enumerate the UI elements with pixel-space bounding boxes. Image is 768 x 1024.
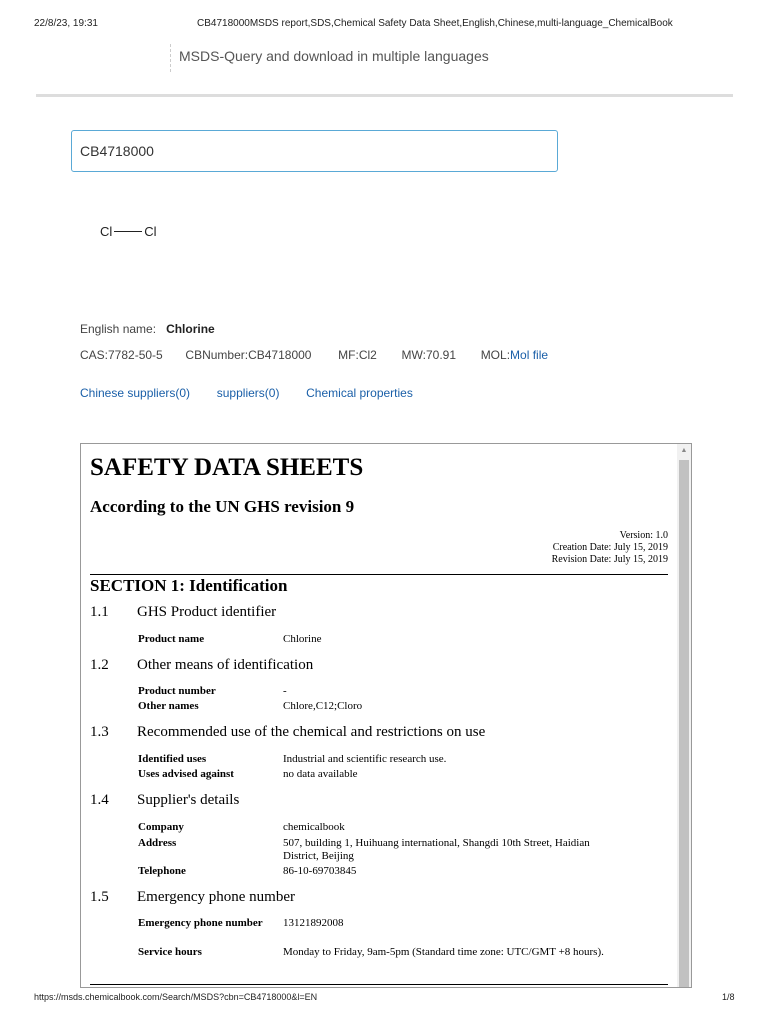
section-divider — [90, 984, 668, 985]
product-number-value: - — [283, 685, 287, 697]
uses-advised-against-label: Uses advised against — [138, 768, 234, 780]
english-name-label: English name: — [80, 322, 157, 336]
identifiers-row — [80, 348, 548, 362]
supplier-links — [80, 386, 413, 400]
sds-document-frame[interactable] — [80, 443, 692, 988]
atom-label: Cl — [100, 224, 113, 239]
header-divider — [36, 94, 733, 97]
scrollbar-thumb[interactable] — [679, 460, 689, 988]
product-number-label: Product number — [138, 685, 216, 697]
atom-label: Cl — [144, 224, 157, 239]
subsection-title: GHS Product identifier — [137, 604, 277, 620]
subsection-number: 1.1 — [90, 604, 109, 620]
subsection-number: 1.2 — [90, 657, 109, 673]
service-hours-value: Monday to Friday, 9am-5pm (Standard time zone: UTC/GMT +8 hours). — [283, 946, 604, 958]
english-name-value: Chlorine — [166, 322, 215, 336]
chemical-properties-link[interactable]: Chemical properties — [306, 386, 413, 400]
suppliers-link[interactable]: suppliers(0) — [216, 386, 280, 400]
chinese-suppliers-link[interactable]: Chinese suppliers(0) — [80, 386, 191, 400]
tagline: MSDS-Query and download in multiple languages — [179, 48, 489, 64]
revision-date: Revision Date: July 15, 2019 — [551, 554, 668, 565]
telephone-label: Telephone — [138, 865, 186, 877]
other-names-value: Chlore,C12;Cloro — [283, 700, 363, 712]
scroll-up-arrow-icon[interactable]: ▲ — [680, 447, 688, 454]
product-name-value: Chlorine — [283, 633, 322, 645]
molecular-weight: MW:70.91 — [401, 348, 456, 362]
section-divider — [90, 574, 668, 575]
telephone-value: 86-10-69703845 — [283, 865, 357, 877]
other-names-label: Other names — [138, 700, 199, 712]
subsection-title: Other means of identification — [137, 657, 314, 673]
print-datetime: 22/8/23, 19:31 — [34, 18, 98, 29]
subsection-number: 1.5 — [90, 889, 109, 905]
identified-uses-value: Industrial and scientific research use. — [283, 753, 447, 765]
company-label: Company — [138, 821, 184, 833]
mol-file-link[interactable]: Mol file — [510, 348, 549, 362]
section-1-title: SECTION 1: Identification — [90, 576, 288, 595]
version: Version: 1.0 — [619, 530, 668, 541]
print-page-title: CB4718000MSDS report,SDS,Chemical Safety Data Sheet,English,Chinese,multi-language_ChemicalBook — [197, 18, 673, 29]
molecular-formula: MF:Cl2 — [338, 348, 377, 362]
emergency-phone-value: 13121892008 — [283, 917, 344, 929]
print-url: https://msds.chemicalbook.com/Search/MSDS?cbn=CB4718000&l=EN — [34, 992, 318, 1002]
service-hours-label: Service hours — [138, 946, 202, 958]
single-bond — [114, 231, 142, 233]
identified-uses-label: Identified uses — [138, 753, 207, 765]
english-name-row — [80, 322, 215, 336]
print-page-number: 1/8 — [722, 992, 735, 1002]
sds-title: SAFETY DATA SHEETS — [90, 454, 364, 481]
address-value: 507, building 1, Huihuang international, Shangdi 10th Street, Haidian District, Beijing — [283, 837, 590, 862]
uses-advised-against-value: no data available — [283, 768, 358, 780]
subsection-title: Supplier's details — [137, 792, 240, 808]
search-input[interactable] — [71, 130, 558, 172]
sds-subtitle: According to the UN GHS revision 9 — [90, 497, 355, 516]
mol-label: MOL: — [480, 348, 511, 362]
address-label: Address — [138, 837, 177, 849]
molecule-structure — [100, 224, 157, 239]
tagline-container — [170, 44, 489, 72]
subsection-title: Emergency phone number — [137, 889, 296, 905]
cas-number: CAS:7782-50-5 — [80, 348, 163, 362]
company-value: chemicalbook — [283, 821, 345, 833]
subsection-title: Recommended use of the chemical and restrictions on use — [137, 724, 486, 740]
subsection-number: 1.4 — [90, 792, 109, 808]
vertical-scrollbar[interactable] — [677, 444, 691, 987]
creation-date: Creation Date: July 15, 2019 — [552, 542, 668, 553]
subsection-number: 1.3 — [90, 724, 109, 740]
product-name-label: Product name — [138, 633, 205, 645]
emergency-phone-label: Emergency phone number — [138, 917, 263, 929]
cb-number: CBNumber:CB4718000 — [185, 348, 312, 362]
